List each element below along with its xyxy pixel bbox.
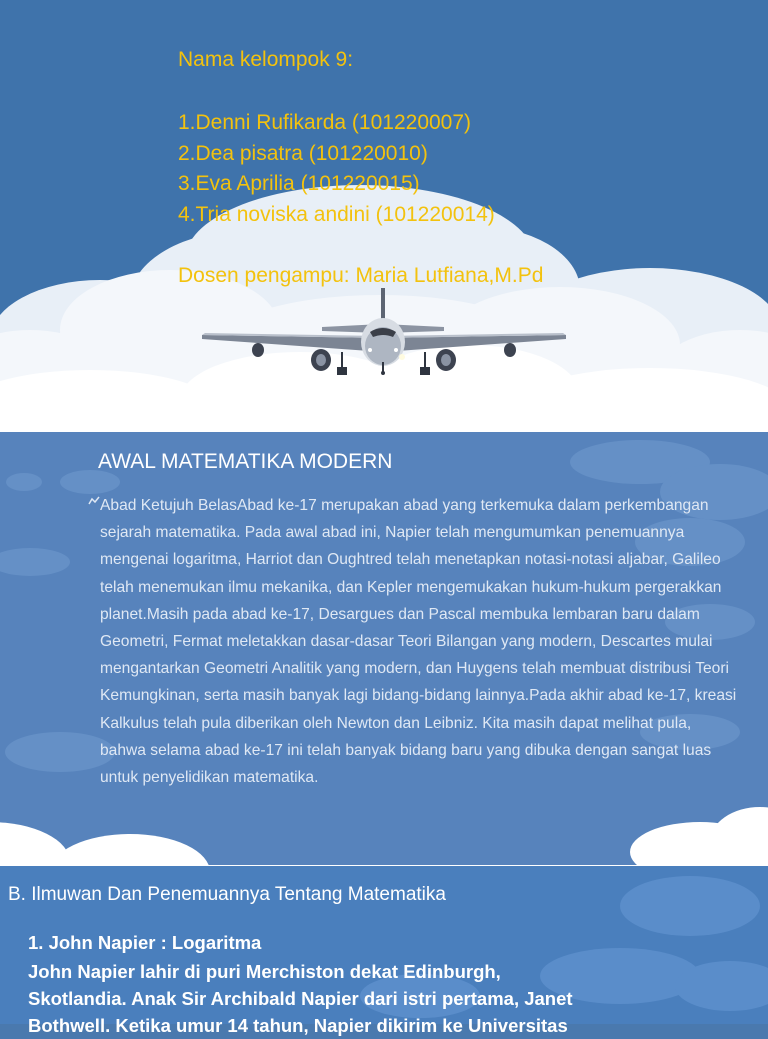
body-line: John Napier lahir di puri Merchiston dekat Edinburgh, (28, 961, 501, 982)
list-item-title: 1. John Napier : Logaritma (28, 932, 262, 953)
slide-modern-mathematics (0, 432, 768, 866)
member-3: 3.Eva Aprilia (101220015) (178, 172, 420, 195)
group-title: Nama kelompok 9: (178, 48, 354, 71)
body-line: Bothwell. Ketika umur 14 tahun, Napier dikirim ke Universitas (28, 1015, 568, 1036)
member-4: 4.Tria noviska andini (101220014) (178, 203, 495, 226)
body-paragraph: Abad Ketujuh BelasAbad ke-17 merupakan abad yang terkemuka dalam perkembangan sejarah matematika. Pada awal abad ini, Napier telah mengumumkan penemuannya mengenai logaritma, Harriot dan Oughtred telah menetapkan notasi-notasi aljabar, Galileo telah menemukan ilmu mekanika, dan Kepler mengemukakan hukum-hukum pergerakkan planet.Masih pada abad ke-17, Desargues dan Pascal membuka lembaran baru dalam Geometri, Fermat meletakkan dasar-dasar Teori Bilangan yang modern, Descartes mulai mengantarkan Geometri Analitik yang modern, dan Huygens telah membuat distribusi Teori Kemungkinan, serta masih banyak lagi bidang-bidang lainnya.Pada akhir abad ke-17, kreasi Kalkulus telah pula diberikan oleh Newton dan Leibniz. Kita masih dapat melihat pula, bahwa selama abad ke-17 ini telah banyak bidang baru yang dibuka dengan sangat luas untuk penyelidikan matematika. (100, 497, 737, 787)
lecturer-line: Dosen pengampu: Maria Lutfiana,M.Pd (178, 264, 544, 287)
list-item-body (28, 958, 748, 1039)
member-1: 1.Denni Rufikarda (101220007) (178, 111, 472, 134)
body-line: Skotlandia. Anak Sir Archibald Napier dari istri pertama, Janet (28, 988, 573, 1009)
bullet-icon (88, 496, 100, 506)
section-heading: B. Ilmuwan Dan Penemuannya Tentang Matematika (8, 884, 446, 905)
member-2: 2.Dea pisatra (101220010) (178, 142, 428, 165)
slide-scientists (0, 866, 768, 1036)
slide-title: AWAL MATEMATIKA MODERN (98, 450, 393, 473)
slide-group-members (0, 0, 768, 432)
